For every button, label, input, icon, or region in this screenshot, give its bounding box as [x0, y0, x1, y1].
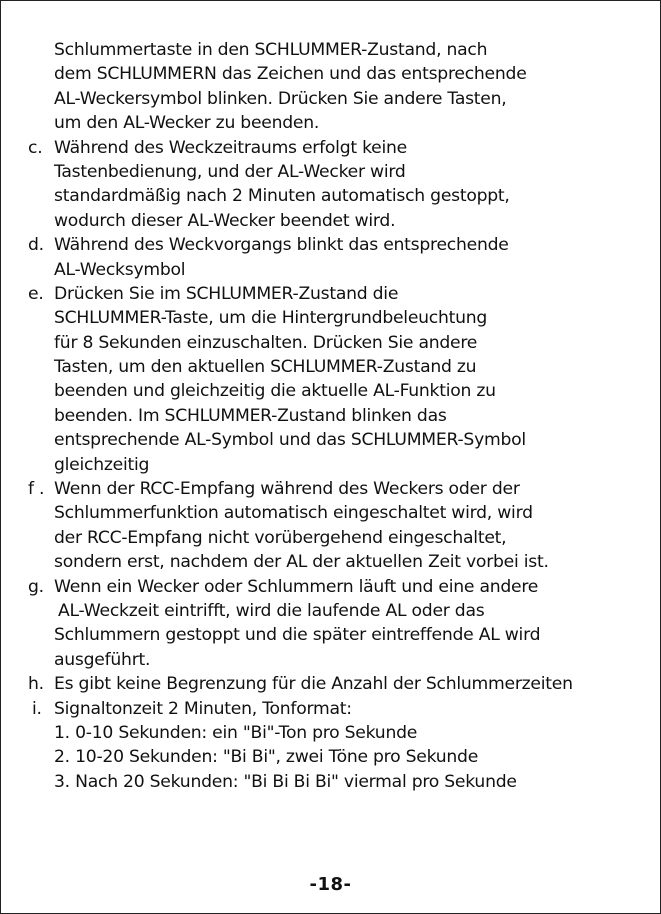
list-item-h — [28, 672, 654, 696]
list-marker: f . — [28, 479, 45, 500]
list-marker: c. — [28, 137, 43, 158]
text-line: sondern erst, nachdem der AL der aktuellen Zeit vorbei ist. — [54, 552, 549, 573]
list-marker: d. — [28, 235, 44, 256]
text-line: Drücken Sie im SCHLUMMER-Zustand die — [54, 283, 399, 304]
text-line: AL-Weckzeit eintrifft, wird die laufende AL oder das — [58, 600, 485, 621]
text-line: der RCC-Empfang nicht vorübergehend eingeschaltet, — [54, 527, 507, 548]
text-line: beenden und gleichzeitig die aktuelle AL-Funktion zu — [54, 381, 496, 402]
text-line: Schlummertaste in den SCHLUMMER-Zustand, nach — [54, 40, 488, 60]
sub-list-item: 2. 10-20 Sekunden: "Bi Bi", zwei Töne pro Sekunde — [54, 747, 479, 768]
text-line: um den AL-Wecker zu beenden. — [54, 113, 320, 134]
text-line: wodurch dieser AL-Wecker beendet wird. — [54, 210, 396, 231]
text-line: Schlummern gestoppt und die später eintreffende AL wird — [54, 625, 541, 646]
list-marker: i. — [32, 698, 42, 719]
text-line: ausgeführt. — [54, 649, 151, 670]
text-line: SCHLUMMER-Taste, um die Hintergrundbeleuchtung — [54, 308, 488, 329]
list-item-d — [28, 233, 654, 257]
text-line: standardmäßig nach 2 Minuten automatisch gestoppt, — [54, 186, 510, 207]
list-item-i — [28, 697, 654, 721]
list-item-e — [28, 282, 654, 306]
sub-list-item: 3. Nach 20 Sekunden: "Bi Bi Bi Bi" viermal pro Sekunde — [54, 771, 517, 792]
text-line: AL-Wecksymbol — [54, 259, 186, 280]
text-line: Schlummerfunktion automatisch eingeschaltet wird, wird — [54, 503, 533, 524]
sub-list-item: 1. 0-10 Sekunden: ein "Bi"-Ton pro Sekunde — [54, 722, 418, 743]
page-number: -18- — [309, 874, 352, 895]
text-line: dem SCHLUMMERN das Zeichen und das entsprechende — [54, 64, 527, 85]
text-line: entsprechende AL-Symbol und das SCHLUMMER-Symbol — [54, 430, 526, 451]
text-line: Tasten, um den aktuellen SCHLUMMER-Zustand zu — [54, 357, 477, 378]
text-line: beenden. Im SCHLUMMER-Zustand blinken das — [54, 405, 447, 426]
text-line: AL-Weckersymbol blinken. Drücken Sie andere Tasten, — [54, 88, 507, 109]
text-line: Während des Weckvorgangs blinkt das entsprechende — [54, 235, 509, 256]
list-item-c — [28, 136, 654, 160]
page-content — [28, 38, 654, 794]
text-line: Es gibt keine Begrenzung für die Anzahl der Schlummerzeiten — [54, 674, 573, 695]
text-line: Wenn ein Wecker oder Schlummern läuft und eine andere — [54, 576, 539, 597]
text-line: für 8 Sekunden einzuschalten. Drücken Sie andere — [54, 332, 478, 353]
list-marker: h. — [28, 674, 44, 695]
list-marker: g. — [28, 576, 44, 597]
text-line: gleichzeitig — [54, 454, 150, 475]
text-line: Während des Weckzeitraums erfolgt keine — [54, 137, 407, 158]
list-marker: e. — [28, 283, 44, 304]
text-line: Signaltonzeit 2 Minuten, Tonformat: — [54, 698, 352, 719]
list-item-f — [28, 477, 654, 501]
list-item-g — [28, 575, 654, 599]
text-line: Wenn der RCC-Empfang während des Weckers oder der — [54, 479, 520, 500]
text-line: Tastenbedienung, und der AL-Wecker wird — [54, 161, 406, 182]
